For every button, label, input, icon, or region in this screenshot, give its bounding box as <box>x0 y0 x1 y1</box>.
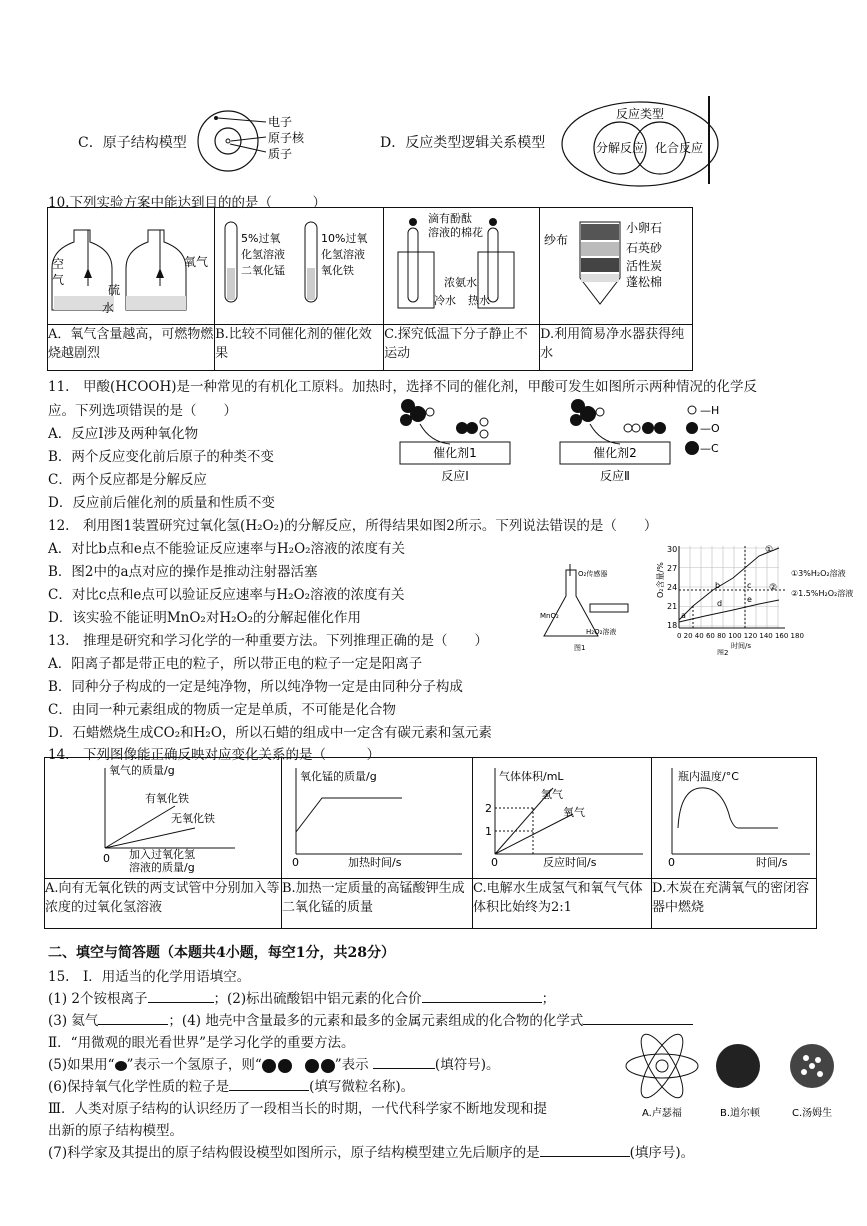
hydrogen-atom-icon <box>115 1061 127 1071</box>
q11-option-b: B．两个反应变化前后原子的种类不变 <box>48 449 274 465</box>
reaction-type-venn <box>560 100 720 188</box>
fig2-ytick-27: 27 <box>667 564 678 573</box>
fig2-point-b: b <box>715 581 721 590</box>
q15-4-answer-blank[interactable] <box>583 1012 693 1025</box>
q14c-line1: 氢气 <box>541 788 563 801</box>
fig1-caption: 图1 <box>574 644 586 652</box>
label-c2: 溶液的棉花 <box>428 226 484 239</box>
q10-caption-a: A．氧气含量越高，可燃物燃烧越剧烈 <box>48 325 215 371</box>
rutherford-model-icon <box>626 1030 698 1103</box>
q15-7-label: (7)科学家及其提出的原子结构假设模型如图所示，原子结构模型建立先后顺序的是 <box>48 1145 540 1161</box>
q14c-ylabel: 气体体积/mL <box>499 770 564 783</box>
q15-2-label: ；(2)标出硫酸铝中铝元素的化合价 <box>213 991 422 1007</box>
fig1-sensor: O₂传感器 <box>578 570 608 578</box>
q14-graph-c <box>473 758 652 879</box>
q14a-line1: 有氧化铁 <box>145 792 189 805</box>
fig2-caption: 图2 <box>717 649 729 655</box>
q12-option-d: D．该实验不能证明MnO₂对H₂O₂的分解起催化作用 <box>48 610 361 626</box>
q14d-xlabel: 时间/s <box>756 856 788 869</box>
label-b5: 化氢溶液 <box>321 248 366 261</box>
hydrogen-molecule-icon <box>262 1059 292 1073</box>
legend-o: —O <box>700 422 720 435</box>
label-d5: 蓬松棉 <box>626 275 663 289</box>
atom-label-nucleus: 原子核 <box>268 131 305 145</box>
q10-figure-a <box>48 208 215 325</box>
fig2-series-2 <box>679 600 779 622</box>
label-c4: 冷水 <box>434 294 457 307</box>
q11-stem-1: 11. 甲酸(HCOOH)是一种常见的有机化工原料。加热时，选择不同的催化剂，甲酸可发生如图所示两种情况的化学反 <box>48 379 758 395</box>
model-label-a: A.卢瑟福 <box>642 1108 682 1119</box>
q14d-ylabel: 瓶内温度/°C <box>678 770 739 783</box>
q14d-origin: 0 <box>668 856 675 869</box>
atom-label-proton: 质子 <box>268 147 293 161</box>
fig2-point-e: e <box>747 595 752 604</box>
venn-left: 分解反应 <box>596 141 645 155</box>
q12-figure-2-chart <box>655 540 860 655</box>
model-label-b: B.道尔顿 <box>720 1108 761 1119</box>
thomson-model-icon <box>790 1044 834 1088</box>
q14a-ylabel: 氧气的质量/g <box>109 764 175 777</box>
q15-line-8 <box>48 1141 694 1161</box>
q14b-xlabel: 加热时间/s <box>348 856 402 869</box>
q15-3-answer-blank[interactable] <box>98 1012 168 1025</box>
label-b6: 氧化铁 <box>321 264 355 277</box>
q14c-line2: 氧气 <box>563 806 585 819</box>
q14a-line2: 无氧化铁 <box>171 812 215 825</box>
fig1-mno2: MnO₂ <box>540 612 559 620</box>
q14-caption-a: A.向有无氧化铁的两支试管中分别加入等浓度的过氧化氢溶液 <box>45 879 282 929</box>
q13-option-a: A．阳离子都是带正电的粒子，所以带正电的粒子一定是阳离子 <box>48 656 423 672</box>
label-air-2: 气 <box>52 273 65 287</box>
label-d2: 小卵石 <box>626 221 663 235</box>
q15-1-label: (1) 2个铵根离子 <box>48 991 148 1007</box>
q15-6-hint: (填写微粒名称)。 <box>309 1079 415 1095</box>
q14a-xlabel2: 溶液的质量/g <box>129 861 195 874</box>
section-2-title: 二、填空与简答题（本题共4小题，每空1分，共28分） <box>48 945 395 961</box>
fig2-point-c: c <box>747 581 752 590</box>
q14-stem: 14. 下列图像能正确反映对应变化关系的是（ ） <box>48 747 380 763</box>
q14-graph-a <box>45 758 282 879</box>
hydrogen-molecule-icon-2 <box>305 1059 335 1073</box>
q10-table <box>47 207 693 371</box>
q12-option-b: B．图2中的a点对应的操作是推动注射器活塞 <box>48 564 318 580</box>
catalyst-1-label: 催化剂1 <box>433 446 477 460</box>
q10-figure-c <box>384 208 540 325</box>
label-air-1: 空 <box>52 257 65 271</box>
q13-option-c: C．由同一种元素组成的物质一定是单质，不可能是化合物 <box>48 702 396 718</box>
legend-c: —C <box>700 442 719 455</box>
q12-stem: 12. 利用图1装置研究过氧化氢(H₂O₂)的分解反应，所得结果如图2所示。下列说法错误的是（ ） <box>48 518 658 534</box>
fig1-h2o2: H₂O₂溶液 <box>586 628 617 636</box>
q11-option-d: D．反应前后催化剂的质量和性质不变 <box>48 495 275 511</box>
q14-caption-d: D.木炭在充满氧气的密闭容器中燃烧 <box>652 879 817 929</box>
q15-line-1 <box>48 987 555 1007</box>
dalton-model-icon <box>716 1044 760 1088</box>
label-d3: 石英砂 <box>626 241 663 255</box>
label-sulfur: 硫 <box>108 283 121 297</box>
right-margin-line <box>708 96 710 184</box>
q15-line-5 <box>48 1075 414 1095</box>
q15-2-answer-blank[interactable] <box>422 990 542 1003</box>
fig2-mark-1: ① <box>765 545 774 555</box>
q15-1-answer-blank[interactable] <box>148 990 214 1003</box>
q14c-origin: 0 <box>491 856 498 869</box>
q15-6-label: (6)保持氧气化学性质的粒子是 <box>48 1079 230 1095</box>
q13-option-d: D．石蜡燃烧生成CO₂和H₂O，所以石蜡的组成中一定含有碳元素和氢元素 <box>48 725 492 741</box>
q14b-origin: 0 <box>292 856 299 869</box>
q14c-tick1: 1 <box>485 825 492 838</box>
label-d4: 活性炭 <box>626 259 663 273</box>
q14-table <box>44 757 817 929</box>
q10-figure-d <box>540 208 693 325</box>
q11-option-c: C．两个反应都是分解反应 <box>48 472 207 488</box>
reaction-2-label: 反应Ⅱ <box>600 469 630 483</box>
q13-stem: 13. 推理是研究和学习化学的一种重要方法。下列推理正确的是（ ） <box>48 633 488 649</box>
q14b-ylabel: 氧化锰的质量/g <box>300 770 377 783</box>
label-c5: 热水 <box>468 294 491 307</box>
q14-caption-c: C.电解水生成氢气和氧气气体体积比始终为2:1 <box>473 879 652 929</box>
q15-4-label: ；(4) 地壳中含量最多的元素和最多的金属元素组成的化合物的化学式 <box>168 1013 584 1029</box>
q15-5-answer-blank[interactable] <box>373 1056 435 1069</box>
legend-h: —H <box>700 404 720 417</box>
q11-option-a: A．反应Ⅰ涉及两种氧化物 <box>48 426 199 442</box>
q10-figure-b <box>215 208 384 325</box>
q14-graph-b <box>282 758 473 879</box>
label-d1: 纱布 <box>544 233 569 247</box>
q10-caption-d: D.利用简易净水器获得纯水 <box>540 325 693 371</box>
label-b2: 化氢溶液 <box>241 248 286 261</box>
fig2-legend-1: ①3%H₂O₂溶液 <box>791 569 846 578</box>
fig2-point-a: a <box>681 611 686 620</box>
atom-label-electron: 电子 <box>268 115 293 129</box>
label-b3: 二氧化锰 <box>241 264 286 277</box>
model-label-c: C.汤姆生 <box>792 1108 833 1119</box>
venn-title: 反应类型 <box>615 107 665 121</box>
q12-option-a: A．对比b点和e点不能验证反应速率与H₂O₂溶液的浓度有关 <box>48 541 406 557</box>
fig2-xticks: 0 20 40 60 80 100 120 140 160 180 <box>677 632 804 640</box>
fig2-ytick-30: 30 <box>667 545 678 554</box>
q14-graph-d <box>652 758 817 879</box>
fig2-point-d: d <box>717 599 723 608</box>
q15-5-label-d: (填符号)。 <box>434 1057 500 1073</box>
fig2-ytick-21: 21 <box>667 602 678 611</box>
q15-3-label: (3) 氦气 <box>48 1013 99 1029</box>
label-c3: 浓氨水 <box>444 276 478 289</box>
atom-structure-diagram <box>196 108 326 174</box>
q11-reaction-diagram <box>380 394 730 486</box>
fig2-ylabel: O₂含量/% <box>656 562 665 598</box>
catalyst-2-label: 催化剂2 <box>593 446 637 460</box>
label-oxygen: 氧气 <box>184 255 209 269</box>
q9-option-c: C．原子结构模型 <box>78 135 187 151</box>
label-b1: 5%过氧 <box>241 232 281 245</box>
q14-caption-b: B.加热一定质量的高锰酸钾生成二氧化锰的质量 <box>282 879 473 929</box>
q10-stem: 10.下列实验方案中能达到目的的是（ ） <box>48 195 326 211</box>
q15-line-2 <box>48 1009 693 1029</box>
fig2-xlabel: 时间/s <box>731 642 752 650</box>
q14a-origin: 0 <box>103 852 110 865</box>
q15-2-end: ； <box>541 991 556 1007</box>
q15-5-label-b: ”表示一个氢原子，则“ <box>126 1057 262 1073</box>
q15-5-label-a: (5)如果用“ <box>48 1057 115 1073</box>
q15-line-3: Ⅱ．“用微观的眼光看世界”是学习化学的重要方法。 <box>48 1035 355 1051</box>
label-b4: 10%过氧 <box>321 232 368 245</box>
q12-option-c: C．对比c点和e点可以验证反应速率与H₂O₂溶液的浓度有关 <box>48 587 405 603</box>
fig2-legend-2: ②1.5%H₂O₂溶液 <box>791 589 854 598</box>
q15-line-6: Ⅲ．人类对原子结构的认识经历了一段相当长的时期，一代代科学家不断地发现和提 <box>48 1101 548 1117</box>
q15-head: 15. Ⅰ．用适当的化学用语填空。 <box>48 969 251 985</box>
q11-stem-2: 应。下列选项错误的是（ ） <box>48 403 237 419</box>
q10-caption-b: B.比较不同催化剂的催化效果 <box>215 325 384 371</box>
q12-figure-1 <box>540 560 650 655</box>
q15-7-answer-blank[interactable] <box>540 1144 630 1157</box>
fig2-mark-2: ② <box>769 583 778 593</box>
reaction-1-label: 反应Ⅰ <box>441 469 469 483</box>
fig2-ytick-18: 18 <box>667 621 678 630</box>
q15-7-hint: (填序号)。 <box>629 1145 695 1161</box>
q15-6-answer-blank[interactable] <box>229 1078 309 1091</box>
label-c1: 滴有酚酞 <box>428 212 473 225</box>
q9-option-d: D．反应类型逻辑关系模型 <box>380 135 546 151</box>
q10-caption-c: C.探究低温下分子静止不运动 <box>384 325 540 371</box>
q14a-xlabel1: 加入过氧化氢 <box>129 848 195 861</box>
label-water: 水 <box>102 301 115 315</box>
fig2-series-1 <box>679 548 779 620</box>
q13-option-b: B．同种分子构成的一定是纯净物，所以纯净物一定是由同种分子构成 <box>48 679 463 695</box>
q14c-tick2: 2 <box>485 802 492 815</box>
venn-right: 化合反应 <box>655 141 704 155</box>
q15-5-label-c: ”表示 <box>334 1057 369 1073</box>
fig2-ytick-24: 24 <box>667 583 678 592</box>
q15-line-7: 出新的原子结构模型。 <box>48 1123 183 1139</box>
q15-line-4 <box>48 1053 499 1073</box>
atom-models-figure <box>620 1030 850 1120</box>
q14c-xlabel: 反应时间/s <box>543 856 597 869</box>
